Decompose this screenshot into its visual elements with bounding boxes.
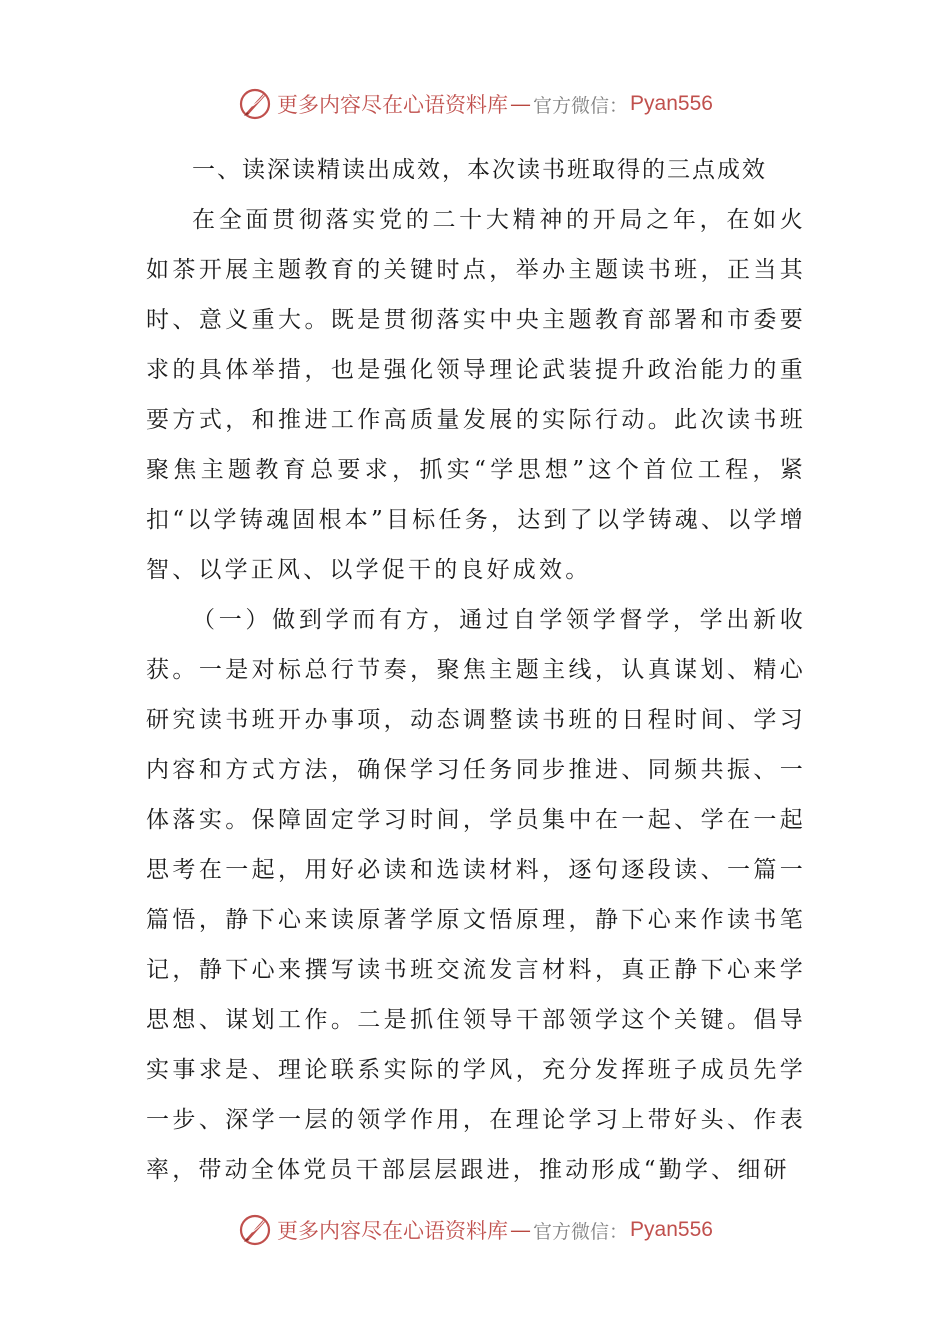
banner-wechat-id: Pyan556: [630, 1218, 713, 1241]
quill-logo-icon: [237, 86, 273, 122]
banner-brand-text: 更多内容尽在心语资料库: [277, 93, 509, 117]
banner-wechat-id: Pyan556: [630, 92, 713, 115]
banner-dash: —: [510, 92, 532, 116]
quill-logo-icon: [237, 1212, 273, 1248]
paragraph-point-one: （一）做到学而有方，通过自学领学督学，学出新收获。一是对标总行节奏，聚焦主题主线，认真谋划、精心研究读书班开办事项，动态调整读书班的日程时间、学习内容和方式方法，确保学习任务同步推进、同频共振、一体落实。保障固定学习时间，学员集中在一起、学在一起思考在一起，用好必读和选读材料，逐句逐段读、一篇一篇悟，静下心来读原著学原文悟原理，静下心来作读书笔记，静下心来撰写读书班交流发言材料，真正静下心来学思想、谋划工作。二是抓住领导干部领学这个关键。倡导实事求是、理论联系实际的学风，充分发挥班子成员先学一步、深学一层的领学作用，在理论学习上带好头、作表率，带动全体党员干部层层跟进，推动形成“勤学、细研: [146, 607, 806, 1183]
header-watermark-banner: [0, 84, 950, 124]
banner-brand-text: 更多内容尽在心语资料库: [277, 1219, 509, 1243]
paragraph-intro: 在全面贯彻落实党的二十大精神的开局之年，在如火如茶开展主题教育的关键时点，举办主题读书班，正当其时、意义重大。既是贯彻落实中央主题教育部署和市委要求的具体举措，也是强化领导理论武装提升政治能力的重要方式，和推进工作高质量发展的实际行动。此次读书班聚焦主题教育总要求，抓实“学思想”这个首位工程，紧扣“以学铸魂固根本”目标任务，达到了以学铸魂、以学增智、以学正风、以学促干的良好成效。: [146, 207, 806, 583]
document-body: [146, 145, 806, 1195]
banner-wechat-label: 官方微信：: [533, 1220, 629, 1243]
section-heading: 一、读深读精读出成效，本次读书班取得的三点成效: [192, 157, 767, 183]
footer-watermark-banner: [0, 1210, 950, 1250]
banner-wechat-label: 官方微信：: [533, 94, 629, 117]
banner-dash: —: [510, 1218, 532, 1242]
